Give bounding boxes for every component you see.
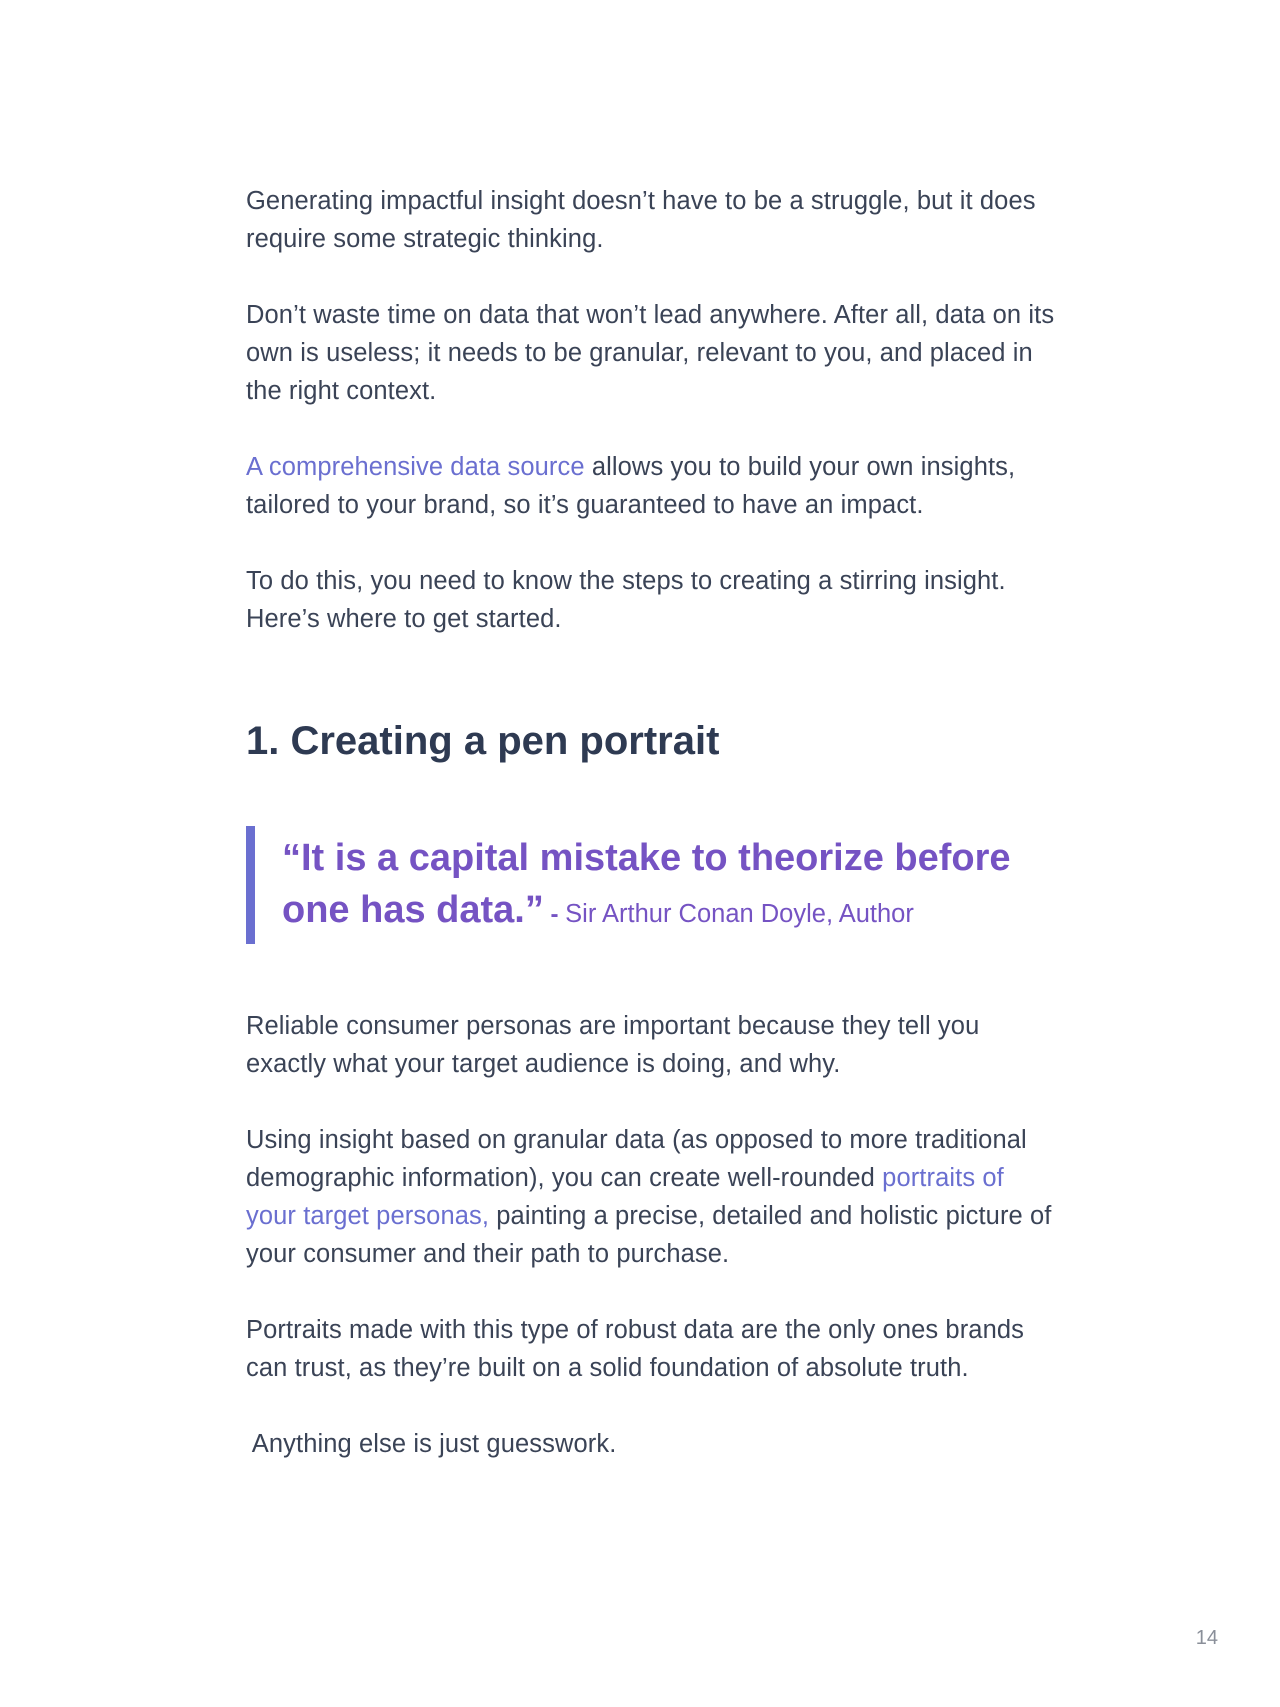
quote-accent-bar	[246, 826, 255, 944]
page-number: 14	[1195, 1627, 1218, 1649]
quote-separator: -	[543, 901, 566, 928]
section-paragraph-2	[246, 1121, 1056, 1273]
section-paragraph-4: Anything else is just guesswork.	[246, 1430, 617, 1458]
section-paragraph-1: Reliable consumer personas are important because they tell you exactly what your target audience is doing, and why.	[246, 1012, 980, 1078]
section-paragraph-2-start: Using insight based on granular data (as opposed to more traditional demographic information), you can create well-rounded	[246, 1126, 1027, 1192]
section-heading: 1. Creating a pen portrait	[246, 719, 720, 763]
quote-attribution: Sir Arthur Conan Doyle, Author	[565, 900, 914, 928]
quote-body: “It is a capital mistake to theorize before one has data.”	[282, 837, 1011, 931]
section-paragraph-3: Portraits made with this type of robust data are the only ones brands can trust, as they’re built on a solid foundation of absolute truth.	[246, 1316, 1024, 1382]
intro-paragraph-2: Don’t waste time on data that won’t lead anywhere. After all, data on its own is useless; it needs to be granular, relevant to you, and placed in the right context.	[246, 301, 1055, 405]
quote-text	[282, 832, 1072, 941]
section-paragraph-2-end: painting a precise, detailed and holistic picture of your consumer and their path to purchase.	[246, 1202, 1052, 1268]
intro-paragraph-4: To do this, you need to know the steps to creating a stirring insight. Here’s where to get started.	[246, 567, 1006, 633]
target-personas-link[interactable]: portraits of your target personas,	[246, 1164, 1004, 1230]
intro-paragraph-3	[246, 448, 1056, 524]
pull-quote	[246, 826, 1072, 935]
intro-paragraph-1: Generating impactful insight doesn’t have to be a struggle, but it does require some strategic thinking.	[246, 187, 1036, 253]
page-content	[246, 182, 1056, 1501]
data-source-link[interactable]: A comprehensive data source	[246, 453, 585, 481]
intro-paragraph-3-text: allows you to build your own insights, tailored to your brand, so it’s guaranteed to have an impact.	[246, 453, 1016, 519]
